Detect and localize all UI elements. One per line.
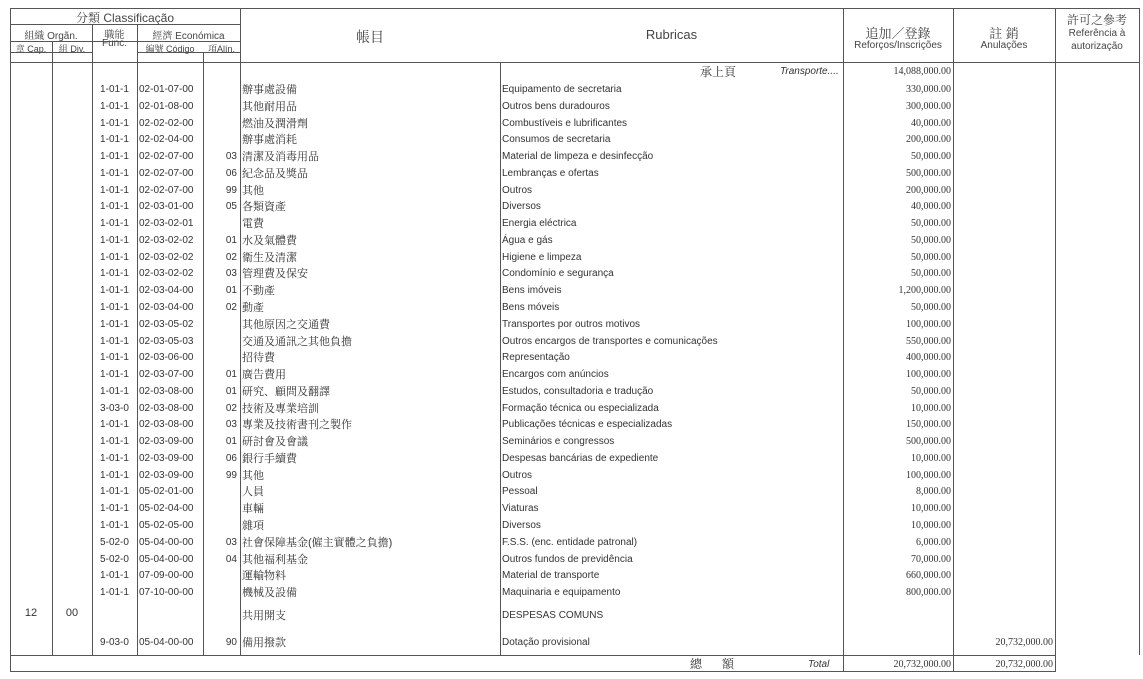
alin-cell: 06 (225, 167, 237, 179)
header-ref-zh: 許可之參考 (1066, 13, 1127, 27)
reforcos-cell: 660,000.00 (906, 570, 951, 582)
reforcos-cell: 200,000.00 (906, 184, 951, 196)
rubrica-cell: Pessoal (502, 486, 538, 498)
account-cell: 清潔及消毒用品 (242, 151, 319, 164)
alin-cell: 01 (225, 385, 237, 397)
total-bottom-border (10, 671, 1055, 672)
divider (953, 8, 954, 672)
code-cell: 02-03-02-02 (139, 268, 194, 280)
func-cell: 1-01-1 (100, 167, 129, 179)
reforcos-cell: 10,000.00 (911, 520, 951, 532)
code-cell: 02-03-08-00 (139, 419, 194, 431)
reforcos-cell: 400,000.00 (906, 352, 951, 364)
carry-forward-pt: Transporte.... (780, 66, 839, 77)
rubrica-cell: Diversos (502, 201, 541, 213)
reforcos-cell: 1,200,000.00 (898, 285, 951, 297)
header-alin: 項Alín. (207, 44, 235, 54)
account-cell: 研討會及會議 (242, 436, 308, 449)
func-cell: 1-01-1 (100, 84, 129, 95)
func-cell: 1-01-1 (100, 268, 129, 280)
reforcos-cell: 50,000.00 (911, 302, 951, 313)
account-cell: 水及氣體費 (242, 234, 297, 247)
account-cell: 其他原因之交通費 (242, 318, 330, 331)
alin-cell: 01 (225, 285, 237, 297)
account-cell: 銀行手續費 (242, 452, 297, 465)
rubrica-cell: F.S.S. (enc. entidade patronal) (502, 536, 638, 548)
rubrica-cell: Diversos (502, 520, 541, 532)
func-cell: 1-01-1 (100, 587, 129, 599)
func-cell: 1-01-1 (100, 486, 129, 498)
func-cell: 1-01-1 (100, 234, 129, 246)
rubrica-cell: Equipamento de secretaria (502, 84, 622, 95)
reforcos-cell: 70,000.00 (911, 553, 951, 565)
header-ref-pt2: autorização (1071, 41, 1123, 52)
reforcos-cell: 500,000.00 (906, 167, 951, 179)
alin-cell: 02 (225, 302, 237, 313)
header-reforcos-pt: Reforços/Inscrições (854, 40, 942, 51)
header-ref-pt1: Referência à (1068, 28, 1126, 39)
rubrica-cell: Despesas bancárias de expediente (502, 452, 659, 464)
carry-forward-amount: 14,088,000.00 (893, 66, 951, 77)
alin-cell: 99 (225, 469, 237, 481)
rubrica-cell: Energia eléctrica (502, 218, 577, 230)
carry-forward-zh: 承上頁 (700, 65, 737, 79)
alin-cell: 02 (225, 251, 237, 263)
rubrica-cell: Bens móveis (502, 302, 560, 313)
func-cell: 1-01-1 (100, 100, 129, 112)
reforcos-cell: 40,000.00 (911, 201, 951, 213)
reforcos-cell: 10,000.00 (911, 503, 951, 515)
header-rubricas: Rubricas (645, 27, 698, 42)
alin-cell: 90 (225, 637, 237, 648)
rubrica-cell: Condomínio e segurança (502, 268, 614, 280)
code-cell: 05-02-01-00 (139, 486, 194, 498)
account-cell: 其他 (242, 184, 264, 197)
divider (1139, 8, 1140, 655)
reforcos-cell: 6,000.00 (916, 536, 951, 548)
account-cell: 人員 (242, 486, 264, 499)
func-cell: 5-02-0 (100, 536, 129, 548)
rubrica-cell: Publicações técnicas e especializadas (502, 419, 673, 431)
func-cell: 1-01-1 (100, 385, 129, 397)
code-cell: 05-04-00-00 (139, 536, 194, 548)
rubrica-cell: Bens imóveis (502, 285, 562, 297)
rubrica-cell: Viaturas (502, 503, 539, 515)
rubrica-cell: Dotação provisional (502, 637, 590, 648)
code-cell: 02-01-08-00 (139, 100, 194, 112)
account-cell: 車輛 (242, 503, 264, 516)
code-cell: 02-03-09-00 (139, 436, 194, 448)
func-cell: 1-01-1 (100, 251, 129, 263)
rubrica-cell: Água e gás (502, 234, 553, 246)
account-cell: 交通及通訊之其他負擔 (242, 335, 352, 348)
reforcos-cell: 50,000.00 (911, 268, 951, 280)
rubrica-cell: Maquinaria e equipamento (502, 587, 621, 599)
account-cell: 其他 (242, 469, 264, 482)
rubrica-cell: Outros (502, 184, 533, 196)
code-cell: 02-03-08-00 (139, 385, 194, 397)
code-cell: 02-03-05-02 (139, 318, 194, 330)
rubrica-cell: Representação (502, 352, 570, 364)
code-cell: 02-03-02-02 (139, 234, 194, 246)
account-cell: 燃油及潤滑劑 (242, 117, 308, 130)
code-cell: 02-03-02-01 (139, 218, 194, 230)
total-top-border (10, 655, 1055, 656)
reforcos-cell: 100,000.00 (906, 369, 951, 381)
code-cell: 02-03-09-00 (139, 452, 194, 464)
rubrica-cell: Material de limpeza e desinfecção (502, 151, 654, 163)
account-cell: 不動產 (242, 285, 275, 298)
account-cell: 研究、顧問及翻譯 (242, 385, 330, 398)
account-cell: 共用開支 (242, 610, 286, 622)
func-cell: 1-01-1 (100, 369, 129, 381)
alin-cell: 03 (225, 536, 237, 548)
account-cell: 技術及專業培訓 (242, 402, 319, 415)
func-cell: 1-01-1 (100, 134, 129, 146)
reforcos-cell: 10,000.00 (911, 452, 951, 464)
total-anulacoes: 20,732,000.00 (995, 659, 1053, 670)
alin-cell: 05 (225, 201, 237, 213)
func-cell: 1-01-1 (100, 419, 129, 431)
reforcos-cell: 50,000.00 (911, 385, 951, 397)
account-cell: 衛生及清潔 (242, 251, 297, 264)
header-func-zh: 職能 (104, 30, 125, 41)
account-cell: 運輸物料 (242, 570, 286, 583)
code-cell: 02-02-04-00 (139, 134, 194, 146)
func-cell: 1-01-1 (100, 436, 129, 448)
rubrica-cell: Outros bens duradouros (502, 100, 610, 112)
reforcos-cell: 200,000.00 (906, 134, 951, 146)
code-cell: 05-02-05-00 (139, 520, 194, 532)
func-cell: 1-01-1 (100, 469, 129, 481)
code-cell: 02-02-02-00 (139, 117, 194, 129)
code-cell: 02-03-04-00 (139, 302, 194, 313)
divider (240, 8, 241, 655)
alin-cell: 06 (225, 452, 237, 464)
rubrica-cell: DESPESAS COMUNS (502, 610, 604, 621)
header-economic: 經濟 Económica (152, 31, 225, 42)
code-cell: 07-09-00-00 (139, 570, 194, 582)
total-label-zh: 總 額 (690, 657, 739, 671)
rubrica-cell: Seminários e congressos (502, 436, 615, 448)
rubrica-cell: Transportes por outros motivos (502, 318, 641, 330)
rubrica-cell: Material de transporte (502, 570, 600, 582)
func-cell: 1-01-1 (100, 151, 129, 163)
alin-cell: 01 (225, 369, 237, 381)
func-cell: 1-01-1 (100, 503, 129, 515)
func-cell: 1-01-1 (100, 302, 129, 313)
alin-cell: 99 (225, 184, 237, 196)
reforcos-cell: 50,000.00 (911, 234, 951, 246)
reforcos-cell: 50,000.00 (911, 151, 951, 163)
alin-cell: 03 (225, 151, 237, 163)
header-func-pt: Func. (101, 38, 127, 49)
func-cell: 1-01-1 (100, 452, 129, 464)
account-cell: 招待費 (242, 352, 275, 365)
account-cell: 管理費及保安 (242, 268, 308, 281)
account-cell: 機械及設備 (242, 587, 297, 600)
code-cell: 05-02-04-00 (139, 503, 194, 515)
reforcos-cell: 550,000.00 (906, 335, 951, 347)
code-cell: 02-02-07-00 (139, 184, 194, 196)
func-cell: 5-02-0 (100, 553, 129, 565)
header-account: 帳目 (356, 29, 384, 45)
reforcos-cell: 50,000.00 (911, 218, 951, 230)
account-cell: 動產 (242, 302, 264, 314)
reforcos-cell: 330,000.00 (906, 84, 951, 95)
account-cell: 社會保障基金(僱主實體之負擔) (242, 536, 393, 549)
reforcos-cell: 100,000.00 (906, 469, 951, 481)
total-label-pt: Total (808, 659, 830, 670)
account-cell: 廣告費用 (242, 369, 286, 382)
cap-cell: 12 (24, 607, 38, 619)
header-code: 編號 Código (145, 44, 195, 54)
func-cell: 1-01-1 (100, 520, 129, 532)
account-cell: 備用撥款 (242, 637, 286, 649)
account-cell: 雜項 (242, 520, 264, 533)
reforcos-cell: 800,000.00 (906, 587, 951, 599)
divider (1055, 8, 1056, 672)
account-cell: 專業及技術書刊之製作 (242, 419, 352, 432)
reforcos-cell: 50,000.00 (911, 251, 951, 263)
reforcos-cell: 10,000.00 (911, 402, 951, 414)
divider (52, 41, 53, 655)
header-anul-pt: Anulações (980, 40, 1028, 51)
rubrica-cell: Outros (502, 469, 533, 481)
code-cell: 07-10-00-00 (139, 587, 194, 599)
code-cell: 02-03-08-00 (139, 402, 194, 414)
func-cell: 1-01-1 (100, 117, 129, 129)
reforcos-cell: 500,000.00 (906, 436, 951, 448)
account-cell: 其他耐用品 (242, 100, 297, 113)
code-cell: 05-04-00-00 (139, 637, 194, 648)
func-cell: 1-01-1 (100, 184, 129, 196)
reforcos-cell: 300,000.00 (906, 100, 951, 112)
code-cell: 02-03-01-00 (139, 201, 194, 213)
divider (137, 24, 138, 655)
account-cell: 其他福利基金 (242, 553, 308, 566)
reforcos-cell: 40,000.00 (911, 117, 951, 129)
divider (500, 62, 501, 655)
header-organ: 組織 Orgãn. (24, 31, 78, 42)
rubrica-cell: Combustíveis e lubrificantes (502, 117, 628, 129)
header-anul-zh: 註 銷 (989, 26, 1019, 41)
func-cell: 1-01-1 (100, 352, 129, 364)
rubrica-cell: Encargos com anúncios (502, 369, 609, 381)
alin-cell: 02 (225, 402, 237, 414)
code-cell: 02-03-04-00 (139, 285, 194, 297)
header-classification: 分類 Classificação (75, 11, 175, 25)
account-cell: 辦事處設備 (242, 84, 297, 96)
func-cell: 1-01-1 (100, 285, 129, 297)
account-cell: 紀念品及獎品 (242, 167, 308, 180)
alin-cell: 03 (225, 419, 237, 431)
alin-cell: 04 (225, 553, 237, 565)
code-cell: 02-03-02-02 (139, 251, 194, 263)
func-cell: 1-01-1 (100, 318, 129, 330)
alin-cell: 01 (225, 436, 237, 448)
code-cell: 05-04-00-00 (139, 553, 194, 565)
header-cap: 章 Cap. (15, 44, 47, 54)
func-cell: 1-01-1 (100, 201, 129, 213)
func-cell: 1-01-1 (100, 570, 129, 582)
alin-cell: 03 (225, 268, 237, 280)
divider (10, 8, 11, 672)
code-cell: 02-02-07-00 (139, 151, 194, 163)
alin-cell: 01 (225, 234, 237, 246)
func-cell: 1-01-1 (100, 218, 129, 230)
code-cell: 02-03-05-03 (139, 335, 194, 347)
div-cell: 00 (65, 607, 79, 619)
rubrica-cell: Consumos de secretaria (502, 134, 611, 146)
code-cell: 02-02-07-00 (139, 167, 194, 179)
rubrica-cell: Lembranças e ofertas (502, 167, 599, 179)
code-cell: 02-03-07-00 (139, 369, 194, 381)
reforcos-cell: 150,000.00 (906, 419, 951, 431)
rubrica-cell: Higiene e limpeza (502, 251, 582, 263)
rubrica-cell: Formação técnica ou especializada (502, 402, 659, 414)
func-cell: 1-01-1 (100, 335, 129, 347)
rubrica-cell: Estudos, consultadoria e tradução (502, 385, 654, 397)
func-cell: 9-03-0 (100, 637, 129, 648)
account-cell: 各類資產 (242, 201, 286, 214)
reforcos-cell: 8,000.00 (916, 486, 951, 498)
header-bottom-border (10, 62, 1139, 63)
rubrica-cell: Outros encargos de transportes e comunicações (502, 335, 718, 347)
reforcos-cell: 100,000.00 (906, 318, 951, 330)
code-cell: 02-03-09-00 (139, 469, 194, 481)
total-reforcos: 20,732,000.00 (893, 659, 951, 670)
rubrica-cell: Outros fundos de previdência (502, 553, 633, 565)
header-div: 組 Div. (58, 44, 86, 54)
header-reforcos-zh: 追加／登錄 (865, 26, 931, 41)
code-cell: 02-03-06-00 (139, 352, 194, 364)
account-cell: 辦事處消耗 (242, 134, 297, 147)
func-cell: 3-03-0 (100, 402, 129, 414)
account-cell: 電費 (242, 218, 264, 231)
anulacoes-cell: 20,732,000.00 (995, 637, 1053, 648)
code-cell: 02-01-07-00 (139, 84, 194, 95)
